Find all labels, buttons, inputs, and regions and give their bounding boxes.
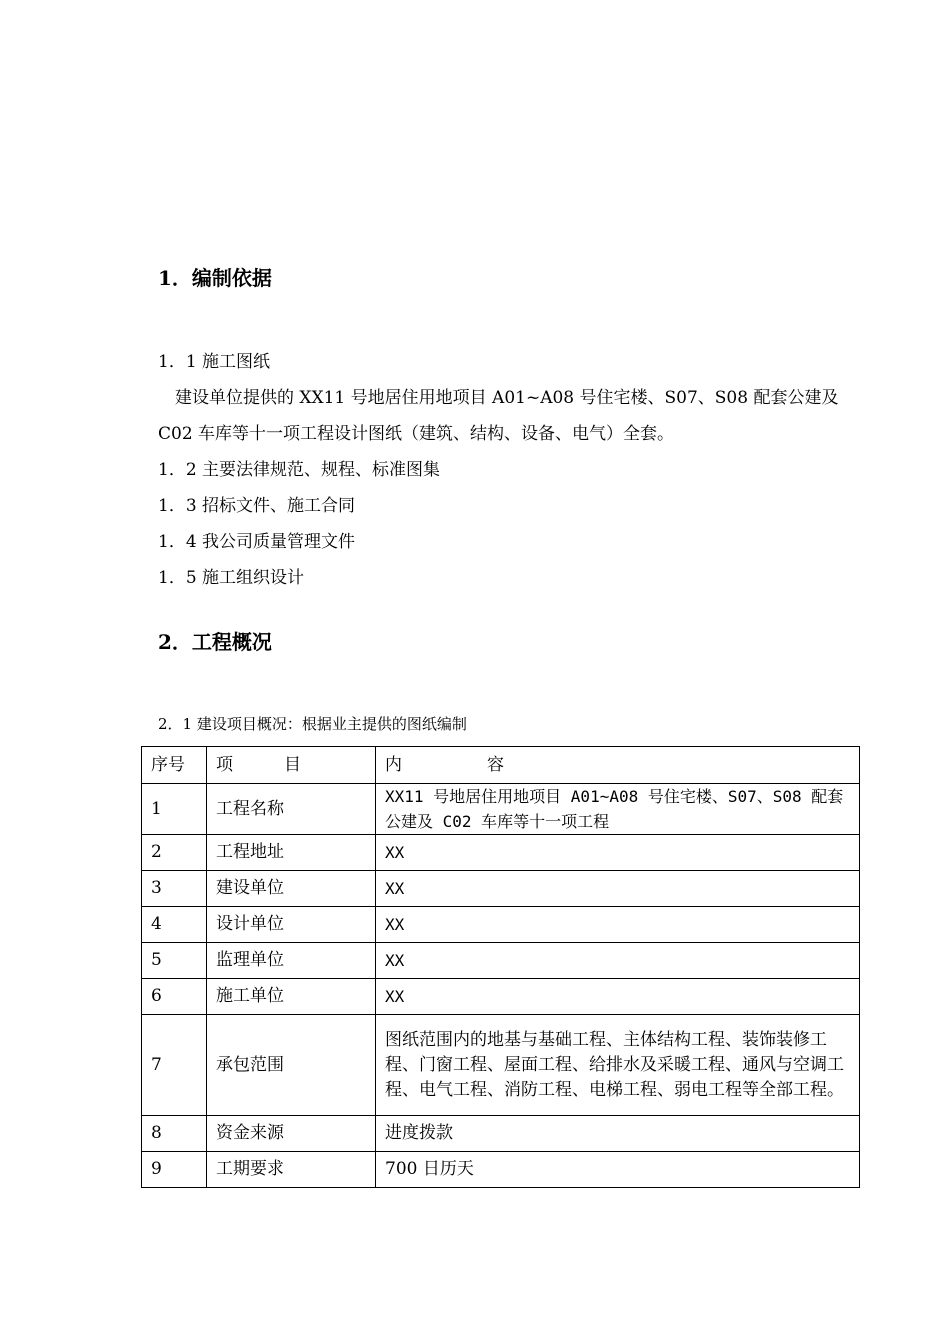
drawing-description: 建设单位提供的 XX11 号地居住用地项目 A01~A08 号住宅楼、S07、S08 配套公建及 C02 车库等十一项工程设计图纸（建筑、结构、设备、电气）全套。 — [158, 388, 839, 444]
row-no: 1 — [142, 784, 207, 835]
table-row — [142, 943, 860, 979]
row-item: 承包范围 — [207, 1015, 376, 1116]
row-content: XX — [376, 835, 860, 871]
row-no: 5 — [142, 943, 207, 979]
row-content: 进度拨款 — [376, 1116, 860, 1152]
row-item: 施工单位 — [207, 979, 376, 1015]
section-1-heading: 1．编制依据 — [158, 266, 272, 290]
project-overview-table — [141, 746, 860, 1188]
table-row — [142, 784, 860, 835]
row-no: 7 — [142, 1015, 207, 1116]
row-item: 建设单位 — [207, 871, 376, 907]
row-item: 工期要求 — [207, 1152, 376, 1188]
row-content: 图纸范围内的地基与基础工程、主体结构工程、装饰装修工程、门窗工程、屋面工程、给排水及采暖工程、通风与空调工程、电气工程、消防工程、电梯工程、弱电工程等全部工程。 — [376, 1015, 860, 1116]
table-row — [142, 1152, 860, 1188]
table-row — [142, 907, 860, 943]
item-1-1: 1．1 施工图纸 — [158, 352, 271, 372]
row-content: XX — [376, 943, 860, 979]
row-no: 8 — [142, 1116, 207, 1152]
row-content: 700 日历天 — [376, 1152, 860, 1188]
section-2-heading: 2．工程概况 — [158, 630, 272, 654]
row-content: XX11 号地居住用地项目 A01~A08 号住宅楼、S07、S08 配套公建及 C02 车库等十一项工程 — [376, 784, 860, 835]
row-content: XX — [376, 979, 860, 1015]
row-content: XX — [376, 907, 860, 943]
table-caption: 2．1 建设项目概况：根据业主提供的图纸编制 — [158, 715, 467, 733]
table-row — [142, 1015, 860, 1116]
row-no: 2 — [142, 835, 207, 871]
header-content: 内 容 — [376, 747, 860, 784]
row-no: 4 — [142, 907, 207, 943]
item-1-2: 1．2 主要法律规范、规程、标准图集 — [158, 460, 441, 480]
header-no: 序号 — [142, 747, 207, 784]
header-item: 项 目 — [207, 747, 376, 784]
table-row — [142, 871, 860, 907]
row-item: 监理单位 — [207, 943, 376, 979]
row-no: 9 — [142, 1152, 207, 1188]
item-1-3: 1．3 招标文件、施工合同 — [158, 496, 356, 516]
row-item: 设计单位 — [207, 907, 376, 943]
row-item: 工程名称 — [207, 784, 376, 835]
row-no: 3 — [142, 871, 207, 907]
table-row — [142, 1116, 860, 1152]
table-header-row — [142, 747, 860, 784]
row-content: XX — [376, 871, 860, 907]
row-item: 工程地址 — [207, 835, 376, 871]
table-row — [142, 835, 860, 871]
row-no: 6 — [142, 979, 207, 1015]
item-1-5: 1．5 施工组织设计 — [158, 568, 305, 588]
table-row — [142, 979, 860, 1015]
row-item: 资金来源 — [207, 1116, 376, 1152]
item-1-4: 1．4 我公司质量管理文件 — [158, 532, 356, 552]
